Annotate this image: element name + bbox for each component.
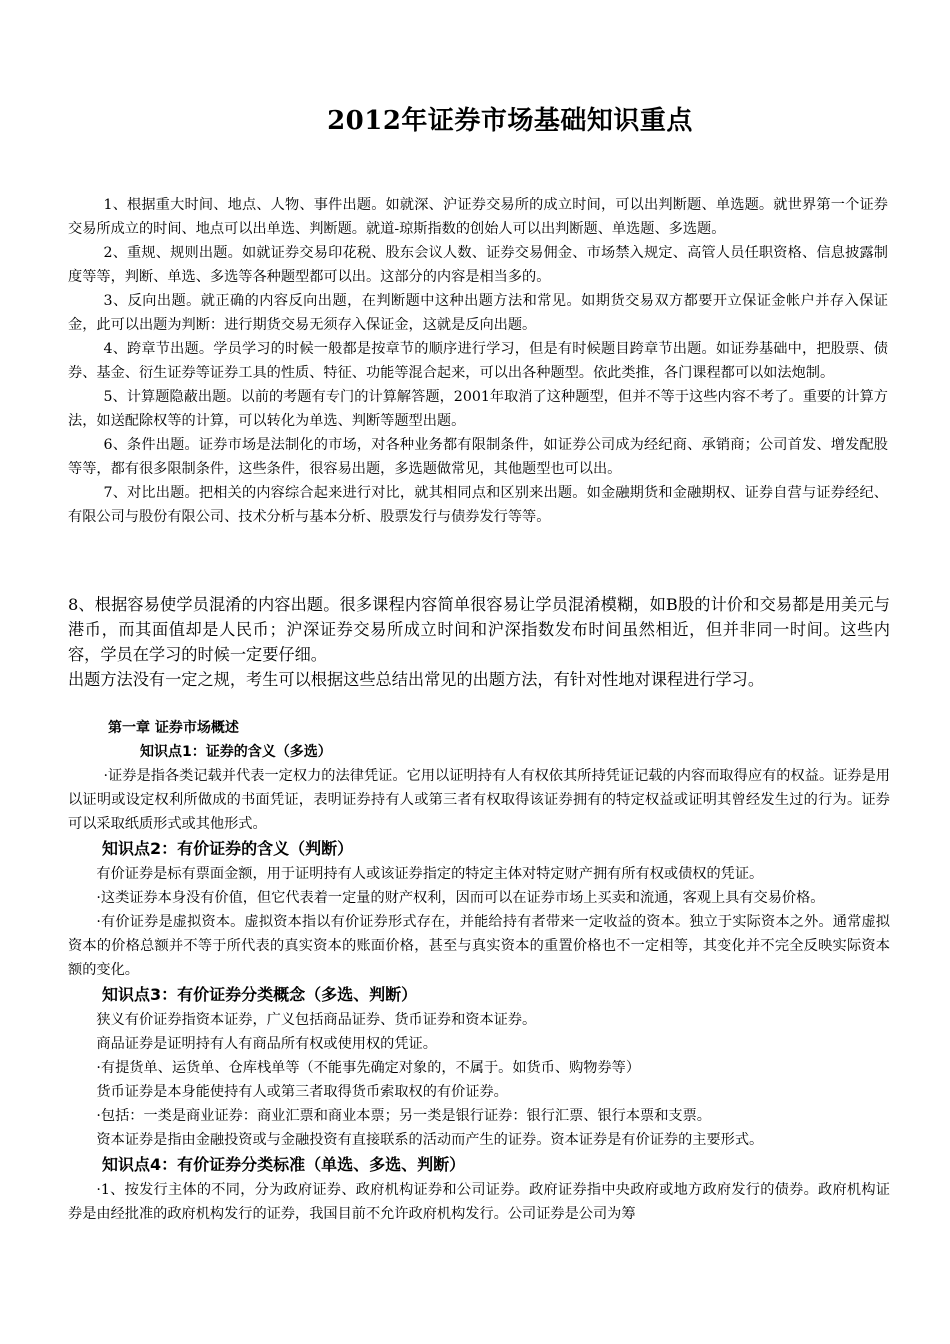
intro-paragraph-2: 2、重规、规则出题。如就证券交易印花税、股东会议人数、证券交易佣金、市场禁入规定、高管人员任职资格、信息披露制度等等，判断、单选、多选等各种题型都可以出。这部分的内容是相当多的。 <box>68 245 888 285</box>
chapter-section <box>68 716 890 1226</box>
knowledge-point-2-title: 知识点2：有价证券的含义（判断） <box>102 839 354 858</box>
kp2-line-3: ·有价证券是虚拟资本。虚拟资本指以有价证券形式存在，并能给持有者带来一定收益的资本。独立于实际资本之外。通常虚拟资本的价格总额并不等于所代表的真实资本的账面价格，甚至与真实资本的重置价格也不一定相等，其变化并不完全反映实际资本额的变化。 <box>68 914 890 978</box>
kp3-line-4: 货币证券是本身能使持有人或第三者取得货币索取权的有价证券。 <box>96 1084 508 1100</box>
knowledge-point-1-text: ·证券是指各类记载并代表一定权力的法律凭证。它用以证明持有人有权依其所持凭证记载的内容而取得应有的权益。证券是用以证明或设定权利所做成的书面凭证，表明证券持有人或第三者有权取得该证券拥有的特定权益或证明其曾经发生过的行为。证券可以采取纸质形式或其他形式。 <box>68 768 890 832</box>
intro-paragraph-6: 6、条件出题。证券市场是法制化的市场，对各种业务都有限制条件，如证券公司成为经纪商、承销商；公司首发、增发配股等等，都有很多限制条件，这些条件，很容易出题，多选题做常见，其他题型也可以出。 <box>68 437 888 477</box>
kp4-text: ·1、按发行主体的不同，分为政府证券、政府机构证券和公司证券。政府证券指中央政府或地方政府发行的债券。政府机构证券是由经批准的政府机构发行的证券，我国目前不允许政府机构发行。公司证券是公司为筹 <box>68 1182 890 1222</box>
knowledge-point-4-title: 知识点4：有价证券分类标准（单选、多选、判断） <box>102 1155 466 1174</box>
knowledge-point-3-title: 知识点3：有价证券分类概念（多选、判断） <box>102 985 418 1004</box>
kp3-line-6: 资本证券是指由金融投资或与金融投资有直接联系的活动而产生的证券。资本证券是有价证券的主要形式。 <box>96 1132 764 1148</box>
intro-paragraph-3: 3、反向出题。就正确的内容反向出题，在判断题中这种出题方法和常见。如期货交易双方都要开立保证金帐户并存入保证金，此可以出题为判断：进行期货交易无须存入保证金，这就是反向出题。 <box>68 293 888 333</box>
kp2-line-2: ·这类证券本身没有价值，但它代表着一定量的财产权利，因而可以在证券市场上买卖和流通，客观上具有交易价格。 <box>96 890 825 906</box>
kp3-line-2: 商品证券是证明持有人有商品所有权或使用权的凭证。 <box>96 1036 437 1052</box>
intro-section <box>68 193 888 529</box>
knowledge-point-1-title: 知识点1：证券的含义（多选） <box>140 744 332 760</box>
intro-paragraph-1: 1、根据重大时间、地点、人物、事件出题。如就深、沪证券交易所的成立时间，可以出判断题、单选题。就世界第一个证券交易所成立的时间、地点可以出单选、判断题。就道-琼斯指数的创始人可以出判断题、单选题、多选题。 <box>68 197 888 237</box>
kp3-line-3: ·有提货单、运货单、仓库栈单等（不能事先确定对象的，不属于。如货币、购物券等） <box>96 1060 641 1076</box>
kp2-line-1: 有价证券是标有票面金额，用于证明持有人或该证券指定的特定主体对特定财产拥有所有权或债权的凭证。 <box>96 866 764 882</box>
chapter-title: 第一章 证券市场概述 <box>108 720 239 736</box>
kp3-line-5: ·包括：一类是商业证券：商业汇票和商业本票；另一类是银行证券：银行汇票、银行本票和支票。 <box>96 1108 711 1124</box>
page-title: 2012年证券市场基础知识重点 <box>327 106 693 136</box>
kp3-line-1: 狭义有价证券指资本证券，广义包括商品证券、货币证券和资本证券。 <box>96 1012 537 1028</box>
large-text-section <box>68 592 890 692</box>
large-paragraph-8: 8、根据容易使学员混淆的内容出题。很多课程内容简单很容易让学员混淆模糊，如B股的计价和交易都是用美元与港币，而其面值却是人民币；沪深证券交易所成立时间和沪深指数发布时间虽然相近，但并非同一时间。这些内容，学员在学习的时候一定要仔细。 <box>68 595 890 664</box>
intro-paragraph-7: 7、对比出题。把相关的内容综合起来进行对比，就其相同点和区别来出题。如金融期货和金融期权、证券自营与证券经纪、有限公司与股份有限公司、技术分析与基本分析、股票发行与债券发行等等。 <box>68 485 888 525</box>
large-paragraph-summary: 出题方法没有一定之规，考生可以根据这些总结出常见的出题方法，有针对性地对课程进行学习。 <box>68 670 765 689</box>
intro-paragraph-4: 4、跨章节出题。学员学习的时候一般都是按章节的顺序进行学习，但是有时候题目跨章节出题。如证券基础中，把股票、债券、基金、衍生证券等证券工具的性质、特征、功能等混合起来，可以出各种题型。依此类推，各门课程都可以如法炮制。 <box>68 341 888 381</box>
intro-paragraph-5: 5、计算题隐蔽出题。以前的考题有专门的计算解答题，2001年取消了这种题型，但并不等于这些内容不考了。重要的计算方法，如送配除权等的计算，可以转化为单选、判断等题型出题。 <box>68 389 888 429</box>
